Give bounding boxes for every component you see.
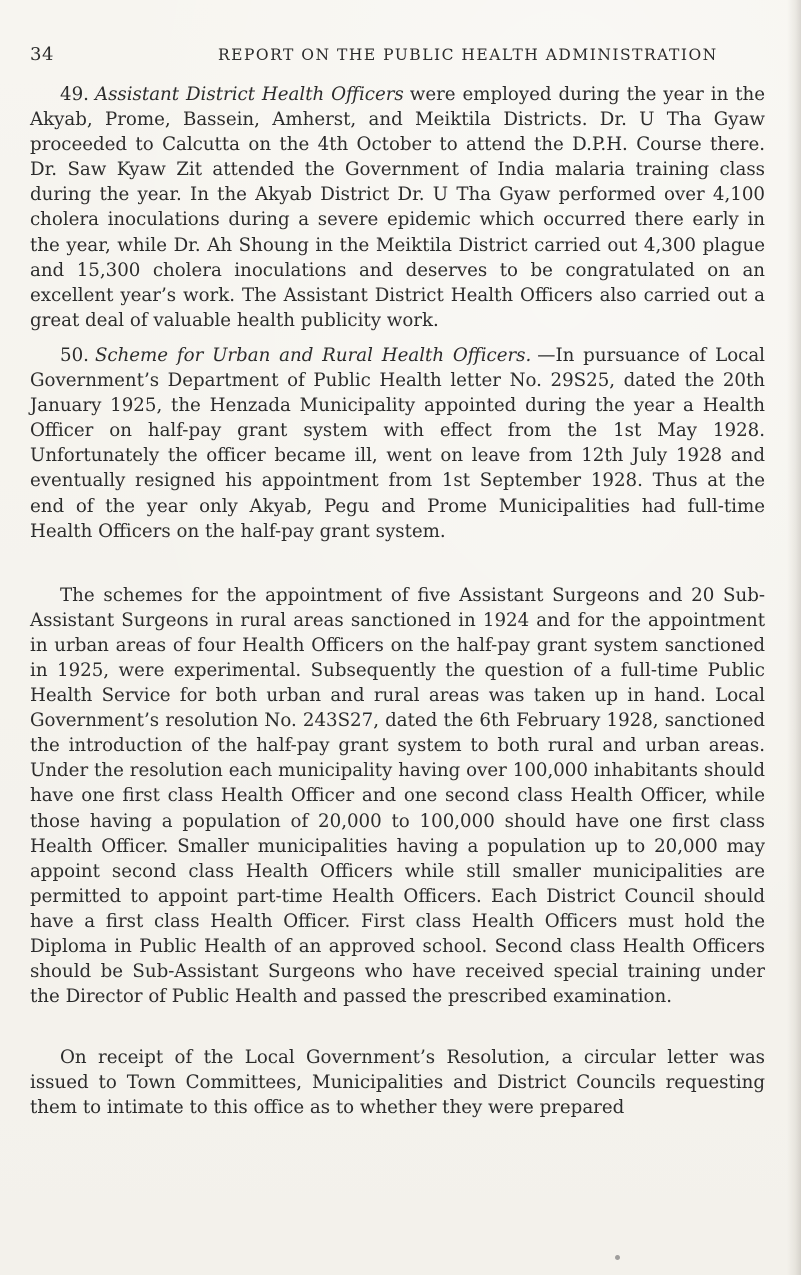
page-header <box>30 44 770 68</box>
section-title: Scheme for Urban and Rural Health Officers. <box>94 344 532 366</box>
paragraph-number: 50. <box>60 344 89 366</box>
paragraph-text: were employed during the year in the Akyab, Prome, Bassein, Amherst, and Meiktila Districts. Dr. U Tha Gyaw proceeded to Calcutta on the 4th October to attend the D.P.H. Course there. Dr. Saw Kyaw Zit attended the Government of India malaria training class during the year. In the Akyab District Dr. U Tha Gyaw performed over 4,100 cholera inoculations during a severe epidemic which occurred there early in the year, while Dr. Ah Shoung in the Meiktila District carried out 4,300 plague and 15,300 cholera inoculations and deserves to be congratulated on an excellent year’s work. The Assistant District Health Officers also carried out a great deal of valuable health publicity work. <box>30 84 765 331</box>
paragraph-number: 49. <box>60 84 89 105</box>
paragraph-text: —In pursuance of Local Government’s Department of Public Health letter No. 29S25, dated the 20th January 1925, the Henzada Municipality appointed during the year a Health Officer on half-pay grant system with effect from the 1st May 1928. Unfortunately the officer became ill, went on leave from 12th July 1928 and eventually resigned his appointment from 1st September 1928. Thus at the end of the year only Akyab, Pegu and Prome Municipalities had full-time Health Officers on the half-pay grant system. <box>30 344 765 542</box>
paragraph-circular <box>30 1045 765 1120</box>
section-title: Assistant District Health Officers <box>94 84 404 105</box>
running-title: REPORT ON THE PUBLIC HEALTH ADMINISTRATION <box>218 46 718 64</box>
paragraph-49 <box>30 82 765 333</box>
report-body <box>30 82 765 1121</box>
page-edge-shadow <box>787 0 801 1275</box>
paragraph-text: On receipt of the Local Government’s Resolution, a circular letter was issued to Town Committees, Municipalities and District Councils requesting them to intimate to this office as to whether they were prepared <box>30 1047 765 1119</box>
paragraph-schemes <box>30 583 765 1010</box>
paragraph-text: The schemes for the appointment of five Assistant Surgeons and 20 Sub-Assistant Surgeons in rural areas sanctioned in 1924 and for the appointment in urban areas of four Health Officers on the half-pay grant system sanctioned in 1925, were experimental. Subsequently the question of a full-time Public Health Service for both urban and rural areas was taken up in hand. Local Government’s resolution No. 243S27, dated the 6th February 1928, sanctioned the introduction of the half-pay grant system to both rural and urban areas. Under the resolution each municipality having over 100,000 inhabitants should have one first class Health Officer and one second class Health Officer, while those having a population of 20,000 to 100,000 should have one first class Health Officer. Smaller municipalities having a population up to 20,000 may appoint second class Health Officers while still smaller municipalities are permitted to appoint part-time Health Officers. Each District Council should have a first class Health Officer. First class Health Officers must hold the Diploma in Public Health of an approved school. Second class Health Officers should be Sub-Assistant Surgeons who have received special training under the Director of Public Health and passed the prescribed examination. <box>30 584 765 1008</box>
paragraph-50 <box>30 343 765 544</box>
scan-speck <box>615 1255 620 1260</box>
page-number: 34 <box>30 44 54 65</box>
